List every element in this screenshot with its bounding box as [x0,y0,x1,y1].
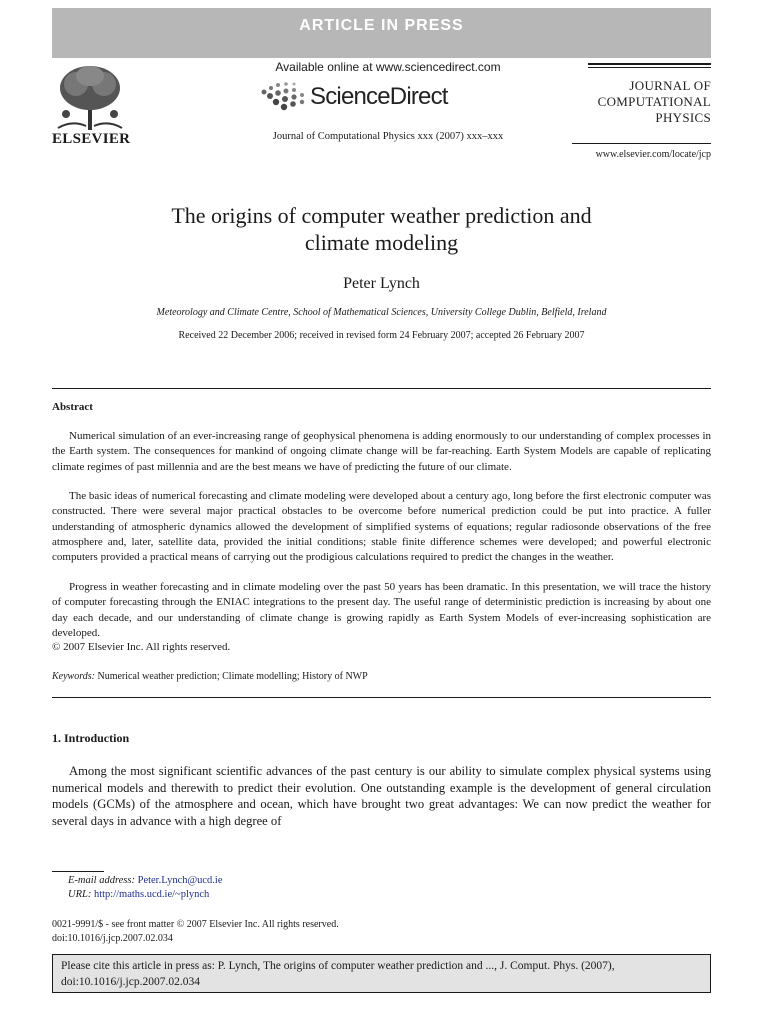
available-online-text: Available online at www.sciencedirect.com [275,60,501,74]
elsevier-tree-logo [52,62,128,132]
article-title-line: The origins of computer weather prediction and [171,203,592,228]
article-title [52,202,711,256]
keywords-label: Keywords: [52,671,95,682]
url-label: URL: [68,889,92,900]
footnote-url [68,889,209,900]
journal-url-rule [572,143,711,144]
abstract-paragraph: Progress in weather forecasting and in climate modeling over the past 50 years has been dramatic. In this presentation, we will trace the history of computer forecasting through the ENIAC integrations to the present day. The useful range of deterministic prediction is increasing by about one day each decade, and our understanding of climate change is growing rapidly as Earth System Models of ever-increasing sophistication are developed. [52,581,711,639]
abstract-heading: Abstract [52,401,93,413]
journal-url[interactable]: www.elsevier.com/locate/jcp [595,149,711,160]
introduction-paragraph: Among the most significant scientific advances of the past century is our ability to simulate complex physical systems using numerical models and therewith to predict their evolution. One outstanding example is the development of general circulation models (GCMs) of the atmosphere and ocean, which have brought two great advantages: We can now predict the weather for several days in advance with a high degree of [52,764,711,828]
journal-title-line: PHYSICS [655,110,711,125]
citation-text [61,958,705,990]
citation-line: Please cite this article in press as: P. Lynch, The origins of computer weather prediction and ..., J. Comput. Phys. (2007), [61,960,615,972]
abstract-top-rule [52,388,711,389]
footnote-email [68,875,223,886]
keywords-text: Numerical weather prediction; Climate modelling; History of NWP [97,671,368,682]
abstract-copyright: © 2007 Elsevier Inc. All rights reserved. [52,641,231,653]
abstract-bottom-rule [52,697,711,698]
article-in-press-banner: ARTICLE IN PRESS [52,8,711,58]
publisher-name: ELSEVIER [52,131,131,147]
keywords-line [52,671,368,682]
footnote-rule [52,871,104,872]
author-name: Peter Lynch [343,275,420,292]
section-heading: 1. Introduction [52,731,130,745]
sciencedirect-logo-text: ScienceDirect [310,83,448,110]
journal-title-line: JOURNAL OF [629,78,711,93]
doi-line: doi:10.1016/j.jcp.2007.02.034 [52,933,173,944]
abstract-paragraph: The basic ideas of numerical forecasting and climate modeling were developed about a century ago, long before the first electronic computer was constructed. There were several major practical obstacles to be overcome before numerical prediction could be put into practice. A fuller understanding of atmospheric dynamics allowed the development of simplified systems of equations; regular radiosonde observations of the free atmosphere and, later, satellite data, provided the initial conditions; stable finite difference schemes were developed; and powerful electronic computers provided a practical means of carrying out the prodigious calculations required to predict the changes in the weather. [52,490,711,564]
journal-title-rule [588,67,711,68]
sciencedirect-dots-icon [258,80,310,112]
journal-title-rule [588,63,711,65]
author-affiliation: Meteorology and Climate Centre, School of Mathematical Sciences, University College Dublin, Belfield, Ireland [156,307,607,318]
email-label: E-mail address: [68,875,135,886]
journal-reference: Journal of Computational Physics xxx (2007) xxx–xxx [272,131,504,142]
journal-title-line: COMPUTATIONAL [597,94,711,109]
abstract-paragraph: Numerical simulation of an ever-increasing range of geophysical phenomena is adding enormously to our understanding of complex processes in the Earth system. The consequences for mankind of ongoing climate change will be far-reaching. Earth System Models are capable of replicating climate regimes of past millennia and are the best means we have of predicting the future of our climate. [52,430,711,473]
citation-line: doi:10.1016/j.jcp.2007.02.034 [61,976,200,988]
article-title-line: climate modeling [304,230,459,255]
front-matter-line: 0021-9991/$ - see front matter © 2007 Elsevier Inc. All rights reserved. [52,919,339,930]
received-dates: Received 22 December 2006; received in revised form 24 February 2007; accepted 26 February 2007 [178,330,585,341]
journal-title [580,78,711,126]
email-link[interactable]: Peter.Lynch@ucd.ie [137,875,223,886]
author-url-link[interactable]: http://maths.ucd.ie/~plynch [93,889,210,900]
